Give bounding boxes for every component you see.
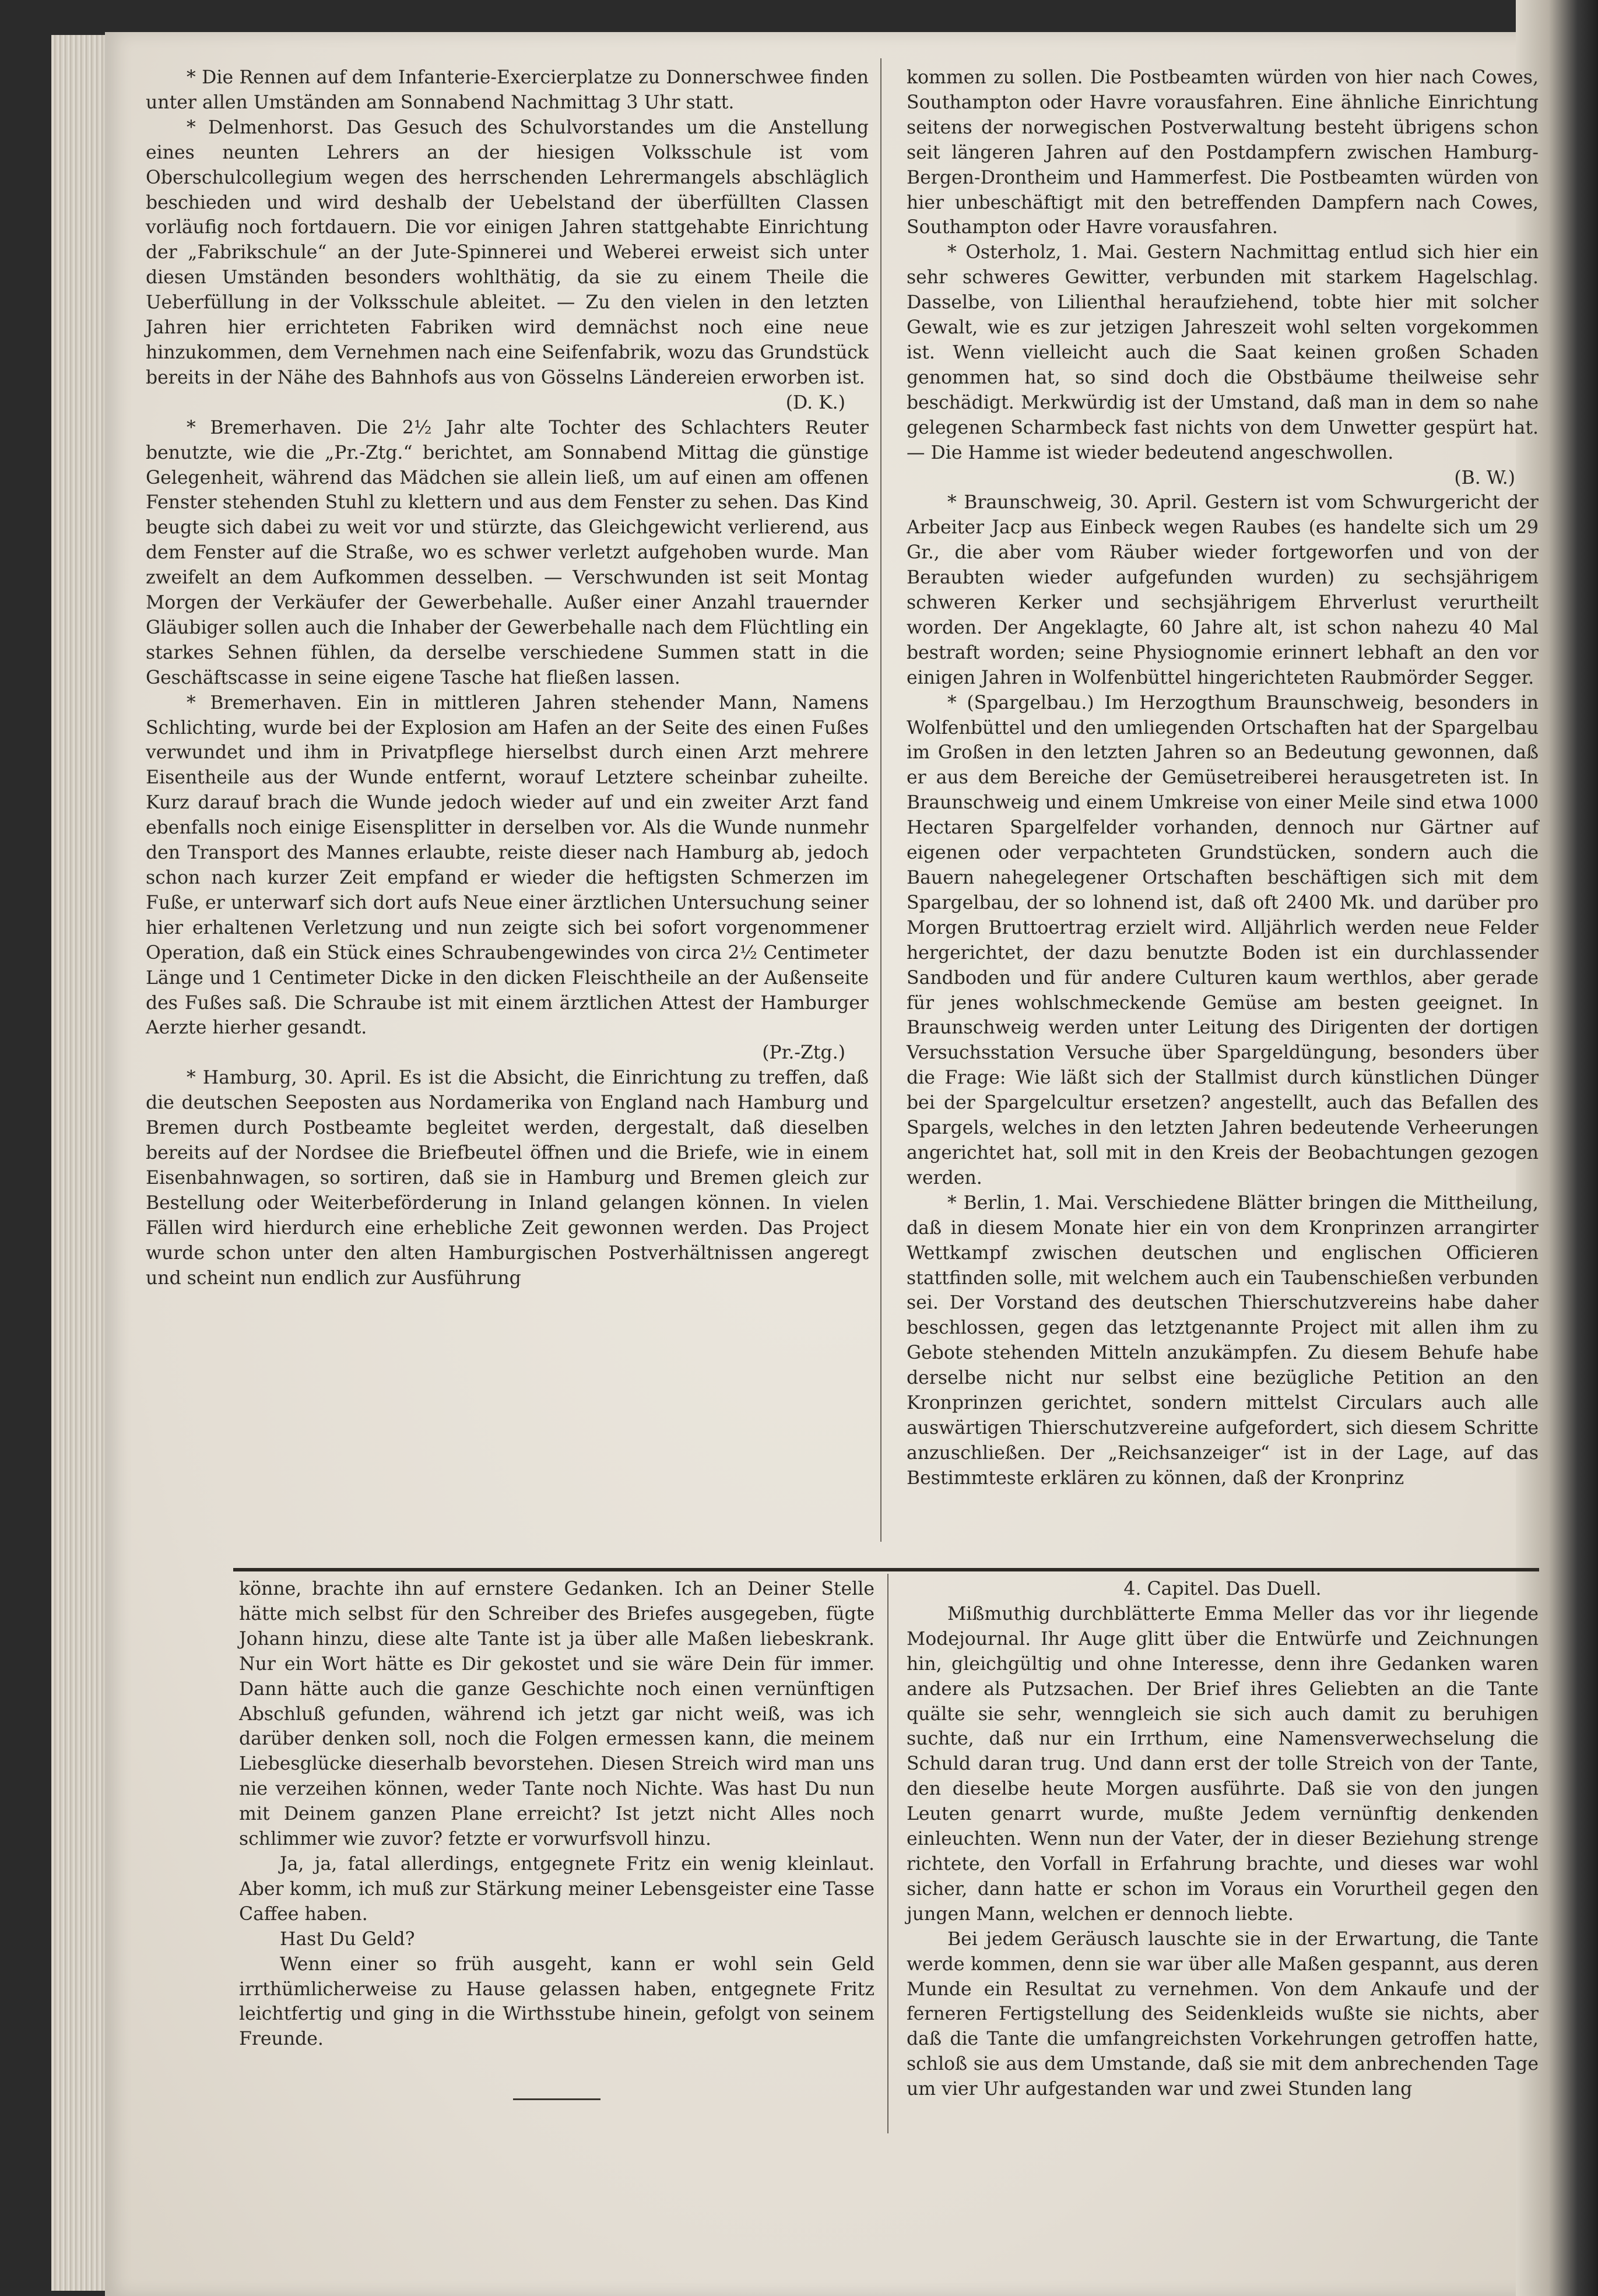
article-paragraph: Bei jedem Geräusch lauschte sie in der Erwartung, die Tante werde kommen, denn sie war über alle Maßen gespannt, aus deren Munde ein Resultat zu vernehmen. Von dem Ankaufe und der ferneren Fertigstellung des Seidenkleids wußte sie nichts, aber daß die Tante die umfangreichsten Vorkehrungen getroffen hatte, schloß sie aus dem Umstande, daß sie mit dem anbrechenden Tage um vier Uhr aufgestanden war und zwei Stunden lang [907, 1928, 1539, 2100]
article-paragraph: * (Spargelbau.) Im Herzogthum Braunschweig, besonders in Wolfenbüttel und den umliegenden Ortschaften hat der Spargelbau im Großen in den letzten Jahren so an Bedeutung gewonnen, daß er aus dem Bereiche der Gemüsetreiberei herausgetreten ist. In Braunschweig und einem Umkreise von einer Meile sind etwa 1000 Hectaren Spargelfelder vorhanden, dennoch nur Gärtner auf eigenen oder verpachteten Grundstücken, sondern auch die Bauern nahegelegener Ortschaften beschäftigen sich mit dem Spargelbau, der so lohnend ist, daß oft 2400 Mk. und darüber pro Morgen Bruttoertrag erzielt wird. Alljährlich werden neue Felder hergerichtet, der dazu benutzte Boden ist ein durchlassender Sandboden und für andere Culturen kaum werthlos, aber gerade für jenes wohlschmeckende Gemüse am besten geeignet. In Braunschweig werden unter Leitung des Dirigenten der dortigen Versuchsstation Versuche über Spargeldüngung, besonders über die Frage: Wie läßt sich der Stallmist durch künstlichen Dünger bei der Spargelcultur ersetzen? angestellt, auch das Befallen des Spargels, welches in den letzten Jahren bedeutende Verheerungen angerichtet hat, soll mit in den Kreis der Beobachtungen gezogen werden. [907, 692, 1539, 1189]
article-paragraph: (B. W.) [1454, 467, 1515, 488]
article-paragraph: * Die Rennen auf dem Infanterie-Exercierplatze zu Donnerschwee finden unter allen Umständen am Sonnabend Nachmittag 3 Uhr statt. [146, 67, 869, 113]
news-column-right [907, 65, 1539, 1491]
article-paragraph: (D. K.) [785, 392, 845, 413]
feuilleton-column-right [907, 1577, 1539, 2102]
article-paragraph: Ja, ja, fatal allerdings, entgegnete Fritz ein wenig kleinlaut. Aber komm, ich muß zur Stärkung meiner Lebensgeister eine Tasse Caffee haben. [239, 1853, 874, 1925]
column-rule-top [880, 58, 881, 1542]
news-column-left [146, 65, 869, 1291]
article-paragraph: * Berlin, 1. Mai. Verschiedene Blätter bringen die Mittheilung, daß in diesem Monate hier ein von dem Kronprinzen arrangirter Wettkampf zwischen deutschen und englischen Officieren stattfinden solle, mit welchem auch ein Taubenschießen verbunden sei. Der Vorstand des deutschen Thierschutzvereins habe daher beschlossen, gegen das letztgenannte Project mit allen ihm zu Gebote stehenden Mitteln anzukämpfen. Zu diesem Behufe habe derselbe nicht nur selbst eine bezügliche Petition an den Kronprinzen gerichtet, sondern mittelst Circulars auch alle auswärtigen Thierschutzvereine aufgefordert, sich diesem Schritte anzuschließen. Der „Reichsanzeiger“ ist in der Lage, auf das Bestimmteste erklären zu können, daß der Kronprinz [907, 1192, 1539, 1489]
feuilleton-column-left [239, 1577, 874, 2052]
article-paragraph: * Bremerhaven. Die 2½ Jahr alte Tochter des Schlachters Reuter benutzte, wie die „Pr.-Ztg.“ berichtet, am Sonnabend Mittag die günstige Gelegenheit, während das Mädchen sie allein ließ, um auf einen am offenen Fenster stehenden Stuhl zu klettern und aus dem Fenster zu sehen. Das Kind beugte sich dabei zu weit vor und stürzte, das Gleichgewicht verlierend, aus dem Fenster auf die Straße, wo es schwer verletzt aufgehoben wurde. Man zweifelt an dem Aufkommen desselben. — Verschwunden ist seit Montag Morgen der Verkäufer der Gewerbehalle. Außer einer Anzahl trauernder Gläubiger sollen auch die Inhaber der Gewerbehalle nach dem Flüchtling ein starkes Sehnen fühlen, da derselbe verschiedene Summen statt in die Geschäftscasse in seine eigene Tasche hat fließen lassen. [146, 417, 869, 688]
column-rule-bottom [887, 1574, 888, 2133]
article-paragraph: Wenn einer so früh ausgeht, kann er wohl sein Geld irrthümlicherweise zu Hause gelassen haben, entgegnete Fritz leichtfertig und ging in die Wirthsstube hinein, gefolgt von seinem Freunde. [239, 1953, 874, 2050]
article-paragraph: 4. Capitel. Das Duell. [1123, 1578, 1322, 1599]
article-paragraph: * Bremerhaven. Ein in mittleren Jahren stehender Mann, Namens Schlichting, wurde bei der Explosion am Hafen an der Seite des einen Fußes verwundet und ihm in Privatpflege hierselbst durch einen Arzt mehrere Eisentheile aus der Wunde entfernt, worauf Letztere scheinbar zuheilte. Kurz darauf brach die Wunde jedoch wieder auf und ein zweiter Arzt fand ebenfalls noch einige Eisensplitter in derselben vor. Als die Wunde nunmehr den Transport des Mannes erlaubte, reiste dieser nach Hamburg ab, jedoch schon nach kurzer Zeit empfand er wieder die heftigsten Schmerzen im Fuße, er unterwarf sich dort aufs Neue einer ärztlichen Untersuchung seiner hier erhaltenen Verletzung und nun zeigte sich bei sofort vorgenommener Operation, daß ein Stück eines Schraubengewindes von circa 2½ Centimeter Länge und 1 Centimeter Dicke in den dicken Fleischtheile an der Außenseite des Fußes saß. Die Schraube ist mit einem ärztlichen Attest der Hamburger Aerzte hierher gesandt. [146, 692, 869, 1039]
article-paragraph: * Braunschweig, 30. April. Gestern ist vom Schwurgericht der Arbeiter Jacp aus Einbeck wegen Raubes (es handelte sich um 29 Gr., die aber vom Räuber wieder fortgeworfen und von der Beraubten wieder aufgefunden wurden) zu sechsjährigem schweren Kerker und sechsjährigem Ehrverlust verurtheilt worden. Der Angeklagte, 60 Jahre alt, ist schon nahezu 40 Mal bestraft worden; seine Physiognomie erinnert lebhaft an den vor einigen Jahren in Wolfenbüttel hingerichteten Raubmörder Segger. [907, 492, 1539, 688]
article-paragraph: Mißmuthig durchblätterte Emma Meller das vor ihr liegende Modejournal. Ihr Auge glitt über die Entwürfe und Zeichnungen hin, gleichgültig und ohne Interesse, denn ihre Gedanken waren andere als Putzsachen. Der Brief ihres Geliebten an die Tante quälte sie sehr, wenngleich sie sich auch damit zu beruhigen suchte, daß nur ein Irrthum, eine Namensverwechselung die Schuld daran trug. Und dann erst der tolle Streich von der Tante, den dieselbe heute Morgen ausführte. Daß sie von den jungen Leuten genarrt wurde, mußte Jedem vernünftig denkenden einleuchten. Wenn nun der Vater, der in dieser Beziehung strenge richtete, den Vorfall in Erfahrung brachte, und dieses war wohl sicher, dann hatte er schon im Voraus ein Vorurtheil gegen den jungen Mann, welchen er dennoch liebte. [907, 1603, 1539, 1925]
article-paragraph: * Osterholz, 1. Mai. Gestern Nachmittag entlud sich hier ein sehr schweres Gewitter, verbunden mit starkem Hagelschlag. Dasselbe, von Lilienthal heraufziehend, tobte hier mit solcher Gewalt, wie es zur jetzigen Jahreszeit wohl selten vorgekommen ist. Wenn vielleicht auch die Saat keinen großen Schaden genommen hat, so sind doch die Obstbäume theilweise sehr beschädigt. Merkwürdig ist der Umstand, daß man in dem so nahe gelegenen Scharmbeck fast nichts von dem Unwetter gespürt hat. — Die Hamme ist wieder bedeutend angeschwollen. [907, 242, 1539, 463]
article-paragraph: könne, brachte ihn auf ernstere Gedanken. Ich an Deiner Stelle hätte mich selbst für den Schreiber des Briefes ausgegeben, fügte Johann hinzu, diese alte Tante ist ja über alle Maßen liebeskrank. Nur ein Wort hätte es Dir gekostet und sie wäre Dein für immer. Dann hätte auch die ganze Geschichte noch einen vernünftigen Abschluß gefunden, während ich jetzt gar nicht weiß, was ich darüber denken soll, noch die Folgen ermessen kann, die meinem Liebesglücke dieserhalb bevorstehen. Diesen Streich wird man uns nie verzeihen können, weder Tante noch Nichte. Was hast Du nun mit Deinem ganzen Plane erreicht? Ist jetzt nicht Alles noch schlimmer wie zuvor? fetzte er vorwurfsvoll hinzu. [239, 1578, 874, 1850]
article-paragraph: kommen zu sollen. Die Postbeamten würden von hier nach Cowes, Southampton oder Havre vorausfahren. Eine ähnliche Einrichtung seitens der norwegischen Postverwaltung besteht übrigens schon seit längeren Jahren auf den Postdampfern zwischen Hamburg-Bergen-Drontheim und Hammerfest. Die Postbeamten würden von hier unbeschäftigt mit den betreffenden Dampfern nach Cowes, Southampton oder Havre vorausfahren. [907, 67, 1539, 238]
article-paragraph: Hast Du Geld? [280, 1928, 415, 1950]
article-paragraph: * Hamburg, 30. April. Es ist die Absicht, die Einrichtung zu treffen, daß die deutschen Seeposten aus Nordamerika von England nach Hamburg und Bremen durch Postbeamte begleitet werden, dergestalt, daß dieselben bereits auf der Nordsee die Briefbeutel öffnen und die Briefe, wie in einem Eisenbahnwagen, so sortiren, daß sie in Hamburg und Bremen gleich zur Bestellung oder Weiterbeförderung in Inland gelangen können. In vielen Fällen wird hierdurch eine erhebliche Zeit gewonnen werden. Das Project wurde schon unter den alten Hamburgischen Postverhältnissen angeregt und scheint nun endlich zur Ausführung [146, 1067, 869, 1289]
feuilleton-separator-rule [233, 1568, 1539, 1571]
article-paragraph: * Delmenhorst. Das Gesuch des Schulvorstandes um die Anstellung eines neunten Lehrers an der hiesigen Volksschule ist vom Oberschulcollegium wegen des herrschenden Lehrermangels abschläglich beschieden und wird deshalb der Uebelstand der überfüllten Classen vorläufig noch fortdauern. Die vor einigen Jahren stattgehabte Einrichtung der „Fabrikschule“ an der Jute-Spinnerei und Weberei erweist sich unter diesen Umständen besonders wohlthätig, da sie zu einem Theile die Ueberfüllung in der Volksschule ableitet. — Zu den vielen in den letzten Jahren hier errichteten Fabriken wird demnächst noch eine neue hinzukommen, dem Vernehmen nach eine Seifenfabrik, wozu das Grundstück bereits in der Nähe des Bahnhofs aus von Gösselns Ländereien erworben ist. [146, 117, 869, 388]
section-end-rule [513, 2098, 600, 2100]
article-paragraph: (Pr.-Ztg.) [762, 1042, 845, 1064]
